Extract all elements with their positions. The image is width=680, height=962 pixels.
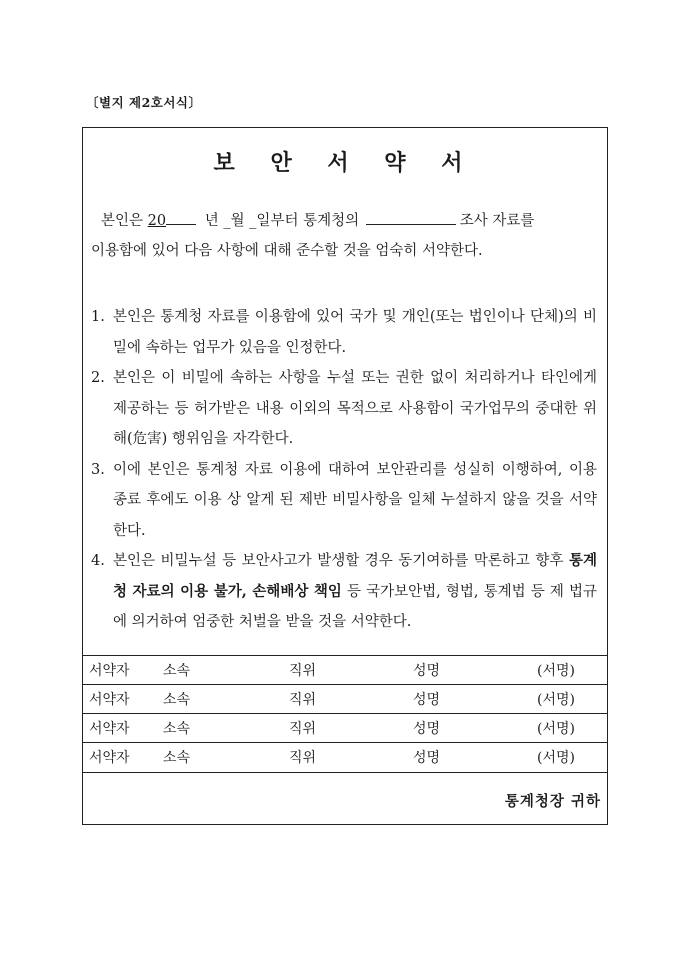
signer-label: 서약자 xyxy=(83,714,163,743)
form-title: 보 안 서 약 서 xyxy=(213,150,477,176)
signer-label: 서약자 xyxy=(83,656,163,685)
pledge-clauses xyxy=(91,302,597,638)
clause-number: 3. xyxy=(91,461,105,478)
addressee: 통계청장 귀하 xyxy=(504,793,601,810)
clause-text: 본인은 통계청 자료를 이용함에 있어 국가 및 개인(또는 법인이나 단체)의 비밀에 속하는 업무가 있음을 인정한다. xyxy=(113,309,597,356)
clause-number: 1. xyxy=(91,309,105,325)
position-field[interactable]: 직위 xyxy=(289,743,413,772)
signer-label: 서약자 xyxy=(83,685,163,714)
signature-field[interactable]: (서명) xyxy=(537,685,607,714)
clause-text-a: 본인은 비밀누설 등 보안사고가 발생할 경우 동기여하를 막론하고 향후 xyxy=(113,553,569,569)
signer-row xyxy=(83,685,607,714)
affiliation-field[interactable]: 소속 xyxy=(163,656,289,685)
name-field[interactable]: 성명 xyxy=(413,685,537,714)
name-field[interactable]: 성명 xyxy=(413,656,537,685)
clause-number: 2. xyxy=(91,370,105,386)
intro-line2: 이용함에 있어 다음 사항에 대해 준수할 것을 엄숙히 서약한다. xyxy=(91,243,483,259)
signer-table xyxy=(83,655,607,771)
intro-year: 20 xyxy=(147,213,167,229)
clause-1 xyxy=(91,302,597,363)
position-field[interactable]: 직위 xyxy=(289,685,413,714)
signer-label: 서약자 xyxy=(83,743,163,772)
signer-row xyxy=(83,656,607,685)
signer-row xyxy=(83,743,607,772)
affiliation-field[interactable]: 소속 xyxy=(163,743,289,772)
intro-part2: 년 _월 _일부터 통계청의 xyxy=(204,213,360,229)
affiliation-field[interactable]: 소속 xyxy=(163,714,289,743)
security-pledge-form xyxy=(82,127,608,825)
signature-field[interactable]: (서명) xyxy=(537,656,607,685)
intro-part3: 조사 자료를 xyxy=(459,213,535,229)
intro-paragraph xyxy=(91,206,599,266)
position-field[interactable]: 직위 xyxy=(289,656,413,685)
clause-text: 이에 본인은 통계청 자료 이용에 대하여 보안관리를 성실히 이행하여, 이용 종료 후에도 이용 상 알게 된 제반 비밀사항을 일체 누설하지 않을 것을 서약한다. xyxy=(113,461,597,539)
clause-text-b: 등 국가보안법, 형법, 통계법 등 제 법규에 의거하여 엄중한 처벌을 받을 것을 서약한다. xyxy=(113,583,598,630)
table-divider xyxy=(83,772,607,773)
signature-field[interactable]: (서명) xyxy=(537,743,607,772)
clause-3 xyxy=(91,455,597,547)
position-field[interactable]: 직위 xyxy=(289,714,413,743)
clause-number: 4. xyxy=(91,553,105,569)
intro-part1: 본인은 xyxy=(101,213,144,229)
clause-2 xyxy=(91,363,597,455)
clause-text-bold: 통계청 자료의 이용 불가, 손해배상 책임 xyxy=(113,552,597,600)
signature-field[interactable]: (서명) xyxy=(537,714,607,743)
survey-name-blank xyxy=(366,210,456,225)
clause-text: 본인은 이 비밀에 속하는 사항을 누설 또는 권한 없이 처리하거나 타인에게 제공하는 등 허가받은 내용 이외의 목적으로 사용함이 국가업무의 중대한 위해(危害) 행위임을 자각한다. xyxy=(113,370,597,447)
name-field[interactable]: 성명 xyxy=(413,714,537,743)
name-field[interactable]: 성명 xyxy=(413,743,537,772)
affiliation-field[interactable]: 소속 xyxy=(163,685,289,714)
clause-4 xyxy=(91,546,597,638)
form-number-label: 〔별지 제2호서식〕 xyxy=(86,95,202,110)
year-blank xyxy=(166,210,196,225)
signer-row xyxy=(83,714,607,743)
